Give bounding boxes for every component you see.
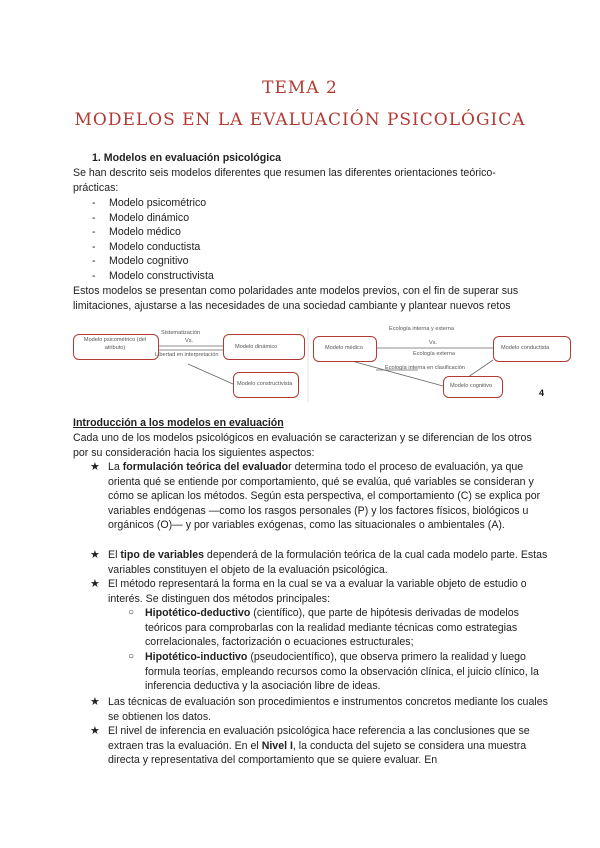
diagram-label: Vs.: [185, 338, 194, 344]
star-bullet-icon: ★: [90, 461, 100, 473]
page-number: 4: [539, 388, 545, 398]
list-item: - Modelo psicométrico: [92, 197, 207, 209]
star-bullet-icon: ★: [90, 696, 100, 708]
diagram-label: Modelo dinámico: [235, 344, 278, 350]
sub-list-item: ○ Hipotético-deductivo (científico), que parte de hipótesis derivadas de modelos teóricos para comprobarlas con la realidad mediante técnicas como estrategias correlacionales, factorización o ecuaciones estructurales;: [128, 607, 519, 649]
diagram-label: Libertad en interpretación: [155, 352, 219, 358]
star-bullet-icon: ★: [90, 549, 100, 561]
diagram-label: Modelo cognitivo: [450, 383, 492, 389]
circle-bullet-icon: ○: [128, 651, 135, 662]
section-intro-paragraph: Se han descrito seis modelos diferentes que resumen las diferentes orientaciones teórico-prácticas:: [73, 167, 496, 194]
models-closing-paragraph: Estos modelos se presentan como polaridades ante modelos previos, con el fin de superar sus limitaciones, ajustarse a las necesidades de una sociedad cambiante y plantear nuevos retos: [73, 285, 519, 312]
list-item: ★ El método representará la forma en la cual se va a evaluar la variable objeto de estudio o interés. Se distinguen dos métodos principales:: [90, 578, 527, 605]
star-bullet-icon: ★: [90, 578, 100, 590]
section-heading-intro: Introducción a los modelos en evaluación: [73, 417, 284, 429]
list-item: - Modelo cognitivo: [92, 255, 189, 268]
section-heading-models: 1. Modelos en evaluación psicológica: [92, 152, 281, 164]
section-intro-paragraph: Cada uno de los modelos psicológicos en evaluación se caracterizan y se diferencian de los otros por su consideración hacia los siguientes aspectos:: [73, 432, 532, 459]
list-item: ★ El tipo de variables dependerá de la formulación teórica de la cual cada modelo parte. Estas variables constituyen el objeto de la evaluación psicológica.: [90, 549, 548, 576]
list-item: ★ La formulación teórica del evaluador determina todo el proceso de evaluación, ya que orienta qué se entiende por comportamiento, qué se evalúa, qué variables se consideran y cómo se aplican los métodos. Según esta perspectiva, el comportamiento (C) se explica por variables endógenas —como los rasgos personales (P) y los factores físicos, biológicos u orgánicos (O)— y por variables exógenas, como las situacionales o ambientales (A).: [90, 461, 541, 532]
diagram-label: Sistematización: [161, 330, 201, 336]
diagram-label: Vs.: [429, 340, 438, 346]
star-bullet-icon: ★: [90, 725, 100, 737]
diagram-label: Modelo constructivista: [237, 381, 293, 387]
list-item: - Modelo médico: [92, 226, 181, 239]
diagram-label: Modelo médico: [325, 345, 363, 351]
models-diagram: [73, 324, 548, 402]
sub-list-item: ○ Hipotético-inductivo (pseudocientífico), que observa primero la realidad y luego formula teorías, empleando recursos como la observación clínica, el juicio clínico, la inferencia deductiva y la asociación libre de ideas.: [128, 651, 539, 693]
diagram-label: Modelo psicométrico (del atributo): [83, 337, 147, 351]
models-list: [92, 196, 214, 284]
list-item: - Modelo conductista: [92, 240, 201, 253]
diagram-label: Ecología externa: [413, 351, 455, 357]
list-item: - Modelo dinámico: [92, 211, 190, 224]
list-item: ★ Las técnicas de evaluación son procedimientos e instrumentos concretos mediante los cuales se obtienen los datos.: [90, 696, 548, 723]
document-subtitle: MODELOS EN LA EVALUACIÓN PSICOLÓGICA: [74, 110, 526, 130]
diagram-label: Modelo conductista: [501, 345, 550, 351]
list-item: ★ El nivel de inferencia en evaluación psicológica hace referencia a las conclusiones que se extraen tras la evaluación. En el Nivel I, la conducta del sujeto se considera una muestra directa y representativa del comportamiento que se quiere evaluar. En: [90, 725, 530, 767]
list-item: - Modelo constructivista: [92, 269, 214, 282]
diagram-label: Ecología interna y externa: [389, 326, 454, 332]
document-title: TEMA 2: [262, 78, 338, 98]
circle-bullet-icon: ○: [128, 607, 135, 618]
diagram-label: Ecología interna en clasificación: [385, 365, 465, 371]
